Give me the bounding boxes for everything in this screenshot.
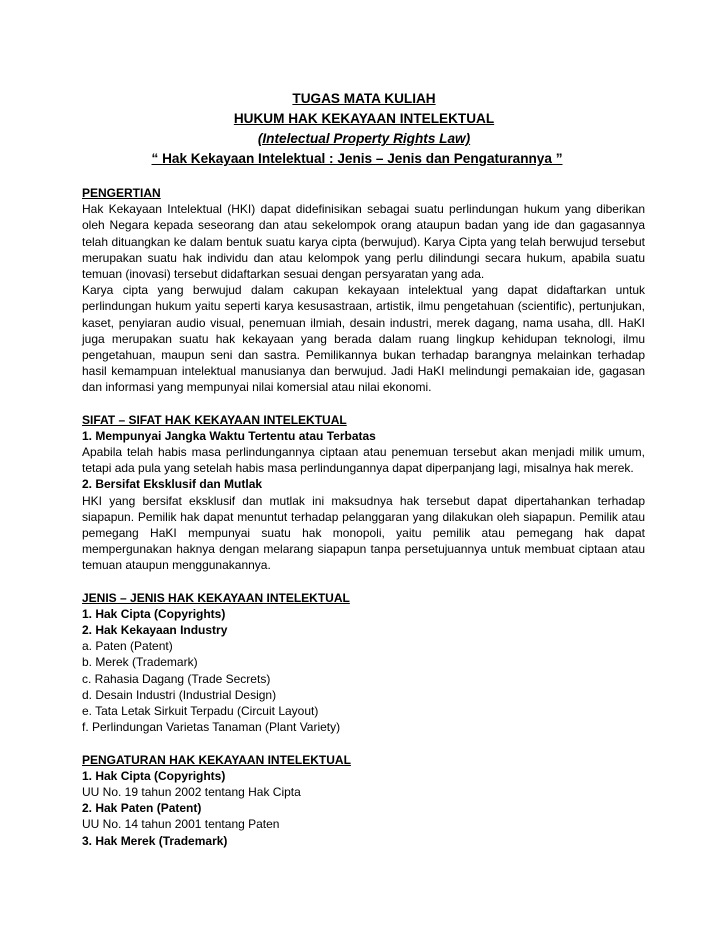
list-item: 2. Hak Kekayaan Industry bbox=[82, 623, 228, 638]
section-heading: JENIS – JENIS HAK KEKAYAAN INTELEKTUAL bbox=[82, 590, 350, 605]
section-sifat bbox=[82, 412, 645, 574]
section-pengaturan bbox=[82, 752, 645, 849]
list-item: f. Perlindungan Varietas Tanaman (Plant Variety) bbox=[82, 720, 341, 735]
list-item: e. Tata Letak Sirkuit Terpadu (Circuit Layout) bbox=[82, 704, 319, 719]
paragraph: Apabila telah habis masa perlindungannya ciptaan atau penemuan tersebut akan menjadi milik umum, tetapi ada pula yang setelah habis masa perlindungannya dapat diperpanjang lagi, misalnya hak merek. bbox=[82, 445, 645, 476]
item-title: 3. Hak Merek (Trademark) bbox=[82, 833, 228, 848]
course-title: TUGAS MATA KULIAH bbox=[292, 91, 436, 106]
paragraph: HKI yang bersifat eksklusif dan mutlak ini maksudnya hak tersebut dapat dipertahankan terhadap siapapun. Pemilik hak dapat menuntut terhadap pelanggaran yang dilakukan oleh siapapun. Pemilik atau pemegang HaKI mempunyai suatu hak monopoli, yaitu pemilik atau pemegang hak dapat mempergunakan haknya dengan melarang siapapun tanpa persetujuannya untuk membuat ciptaan atau temuan ataupun menggunakannya. bbox=[82, 493, 645, 573]
law-reference: UU No. 14 tahun 2001 tentang Paten bbox=[82, 817, 280, 832]
list-item: 1. Hak Cipta (Copyrights) bbox=[82, 606, 226, 621]
item-title: 2. Hak Paten (Patent) bbox=[82, 801, 202, 816]
item-title: 1. Mempunyai Jangka Waktu Tertentu atau Terbatas bbox=[82, 428, 376, 443]
list-item: a. Paten (Patent) bbox=[82, 639, 173, 654]
section-jenis bbox=[82, 590, 645, 736]
section-heading: PENGATURAN HAK KEKAYAAN INTELEKTUAL bbox=[82, 752, 351, 767]
document-topic: “ Hak Kekayaan Intelektual : Jenis – Jenis dan Pengaturannya ” bbox=[151, 151, 563, 166]
list-item: c. Rahasia Dagang (Trade Secrets) bbox=[82, 671, 271, 686]
paragraph: Hak Kekayaan Intelektual (HKI) dapat didefinisikan sebagai suatu perlindungan hukum yang diberikan oleh Negara kepada seseorang dan atau sekelompok orang ataupun badan yang ide dan gagasannya telah dituangkan ke dalam bentuk suatu karya cipta (berwujud). Karya Cipta yang telah berwujud tersebut merupakan suatu hak individu dan atau kelompok yang perlu dilindungi secara hukum, apabila suatu temuan (inovasi) tersebut didaftarkan sesuai dengan persyaratan yang ada. bbox=[82, 202, 645, 282]
list-item: d. Desain Industri (Industrial Design) bbox=[82, 687, 277, 702]
course-subtitle-english: (Intelectual Property Rights Law) bbox=[257, 131, 471, 146]
law-reference: UU No. 19 tahun 2002 tentang Hak Cipta bbox=[82, 784, 301, 799]
item-title: 2. Bersifat Eksklusif dan Mutlak bbox=[82, 477, 263, 492]
section-heading: SIFAT – SIFAT HAK KEKAYAAN INTELEKTUAL bbox=[82, 412, 347, 427]
item-title: 1. Hak Cipta (Copyrights) bbox=[82, 768, 226, 783]
section-pengertian bbox=[82, 185, 645, 396]
section-heading: PENGERTIAN bbox=[82, 186, 161, 200]
course-subject: HUKUM HAK KEKAYAAN INTELEKTUAL bbox=[233, 111, 495, 126]
paragraph: Karya cipta yang berwujud dalam cakupan kekayaan intelektual yang dapat didaftarkan untuk perlindungan hukum yaitu seperti karya kesusastraan, artistik, ilmu pengetahuan (scientific), pertunjukan, kaset, penyiaran audio visual, penemuan ilmiah, desain industri, merek dagang, nama usaha, dll. HaKI juga merupakan suatu hak kekayaan yang berada dalam ruang lingkup kehidupan teknologi, ilmu pengetahuan, maupun seni dan sastra. Pemilikannya bukan terhadap barangnya melainkan terhadap hasil kemampuan intelektual manusianya dan berwujud. Jadi HaKI melindungi pemakaian ide, gagasan dan informasi yang mempunyai nilai komersial atau nilai ekonomi. bbox=[82, 283, 645, 395]
document-header bbox=[0, 89, 728, 169]
list-item: b. Merek (Trademark) bbox=[82, 655, 198, 670]
document-body bbox=[82, 185, 645, 849]
